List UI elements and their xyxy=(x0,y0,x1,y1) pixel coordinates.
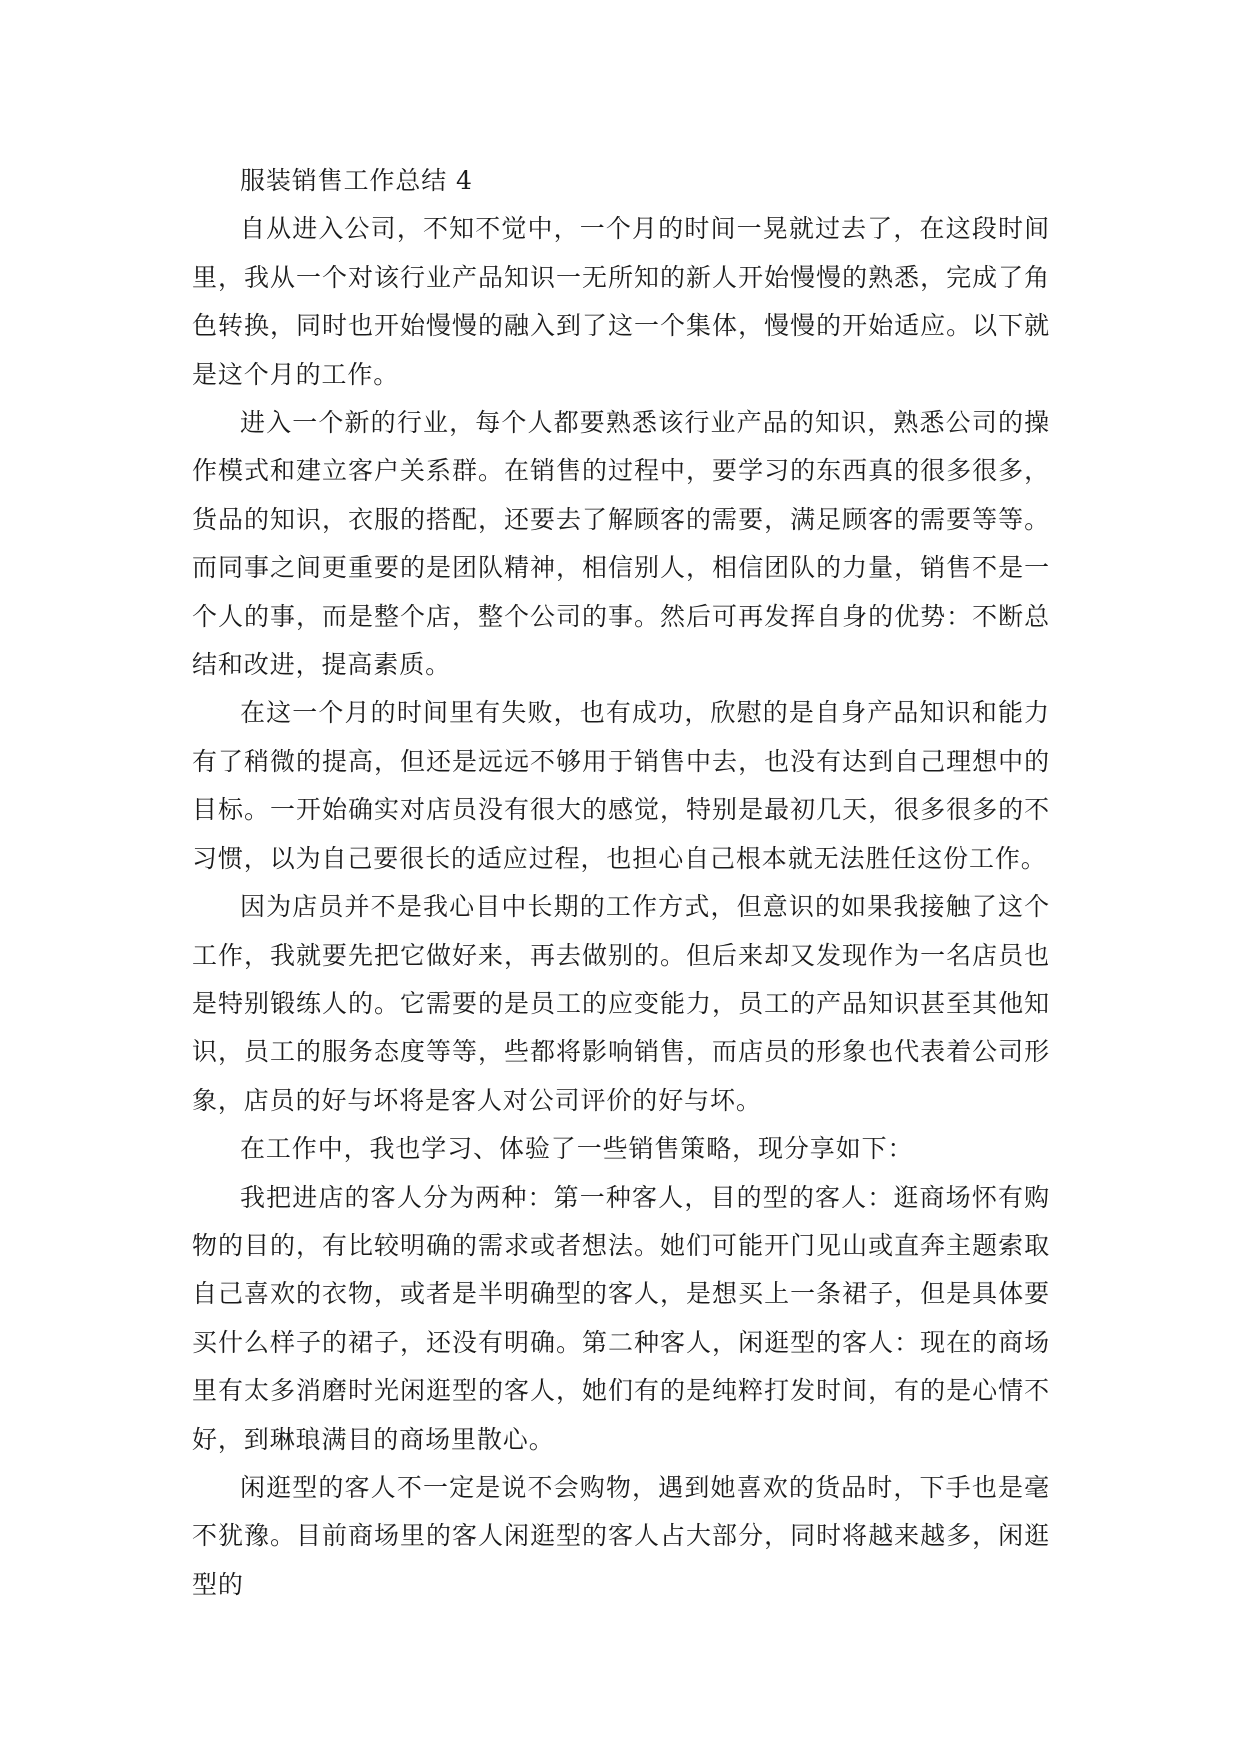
paragraph-2: 进入一个新的行业，每个人都要熟悉该行业产品的知识，熟悉公司的操作模式和建立客户关系群。在销售的过程中，要学习的东西真的很多很多，货品的知识，衣服的搭配，还要去了解顾客的需要，满足顾客的需要等等。而同事之间更重要的是团队精神，相信别人，相信团队的力量，销售不是一个人的事，而是整个店，整个公司的事。然后可再发挥自身的优势：不断总结和改进，提高素质。 xyxy=(192,408,1050,680)
paragraph-3: 在这一个月的时间里有失败，也有成功，欣慰的是自身产品知识和能力有了稍微的提高，但还是远远不够用于销售中去，也没有达到自己理想中的目标。一开始确实对店员没有很大的感觉，特别是最初几天，很多很多的不习惯，以为自己要很长的适应过程，也担心自己根本就无法胜任这份工作。 xyxy=(192,698,1050,873)
paragraph-4: 因为店员并不是我心目中长期的工作方式，但意识的如果我接触了这个工作，我就要先把它做好来，再去做别的。但后来却又发现作为一名店员也是特别锻练人的。它需要的是员工的应变能力，员工的产品知识甚至其他知识，员工的服务态度等等，些都将影响销售，而店员的形象也代表着公司形象，店员的好与坏将是客人对公司评价的好与坏。 xyxy=(192,892,1050,1115)
document-title: 服装销售工作总结 4 xyxy=(240,166,473,195)
paragraph-6: 我把进店的客人分为两种：第一种客人，目的型的客人：逛商场怀有购物的目的，有比较明确的需求或者想法。她们可能开门见山或直奔主题索取自己喜欢的衣物，或者是半明确型的客人，是想买上一条裙子，但是具体要买什么样子的裙子，还没有明确。第二种客人，闲逛型的客人：现在的商场里有太多消磨时光闲逛型的客人，她们有的是纯粹打发时间，有的是心情不好，到琳琅满目的商场里散心。 xyxy=(192,1182,1050,1454)
paragraph-1: 自从进入公司，不知不觉中，一个月的时间一晃就过去了，在这段时间里，我从一个对该行业产品知识一无所知的新人开始慢慢的熟悉，完成了角色转换，同时也开始慢慢的融入到了这一个集体，慢慢的开始适应。以下就是这个月的工作。 xyxy=(192,214,1050,389)
paragraph-5: 在工作中，我也学习、体验了一些销售策略，现分享如下： xyxy=(240,1134,914,1164)
document-body xyxy=(192,157,1050,1609)
paragraph-7: 闲逛型的客人不一定是说不会购物，遇到她喜欢的货品时，下手也是毫不犹豫。目前商场里的客人闲逛型的客人占大部分，同时将越来越多，闲逛型的 xyxy=(192,1472,1050,1599)
